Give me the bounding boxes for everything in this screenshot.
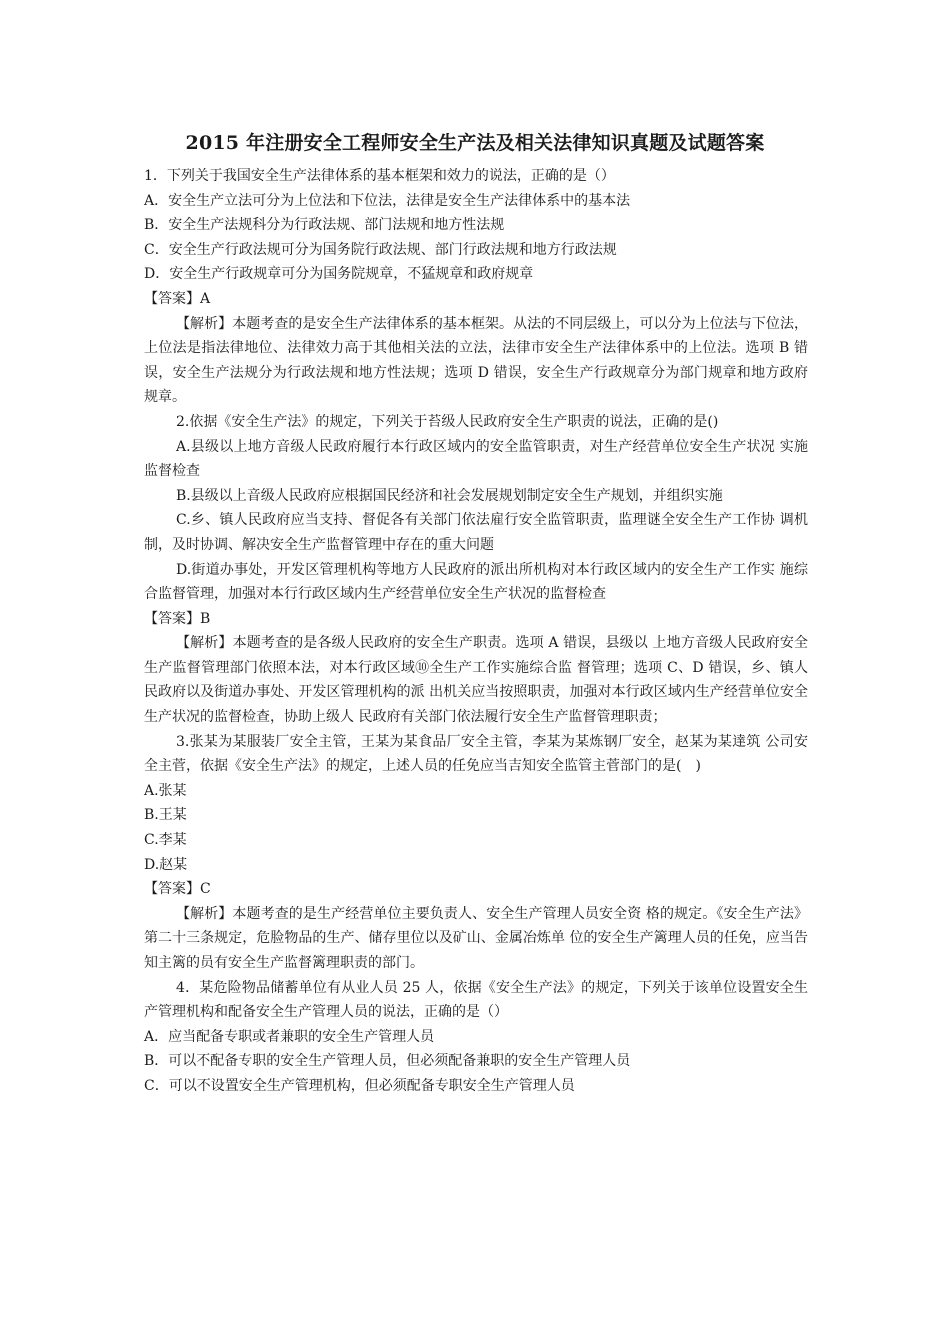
question-stem: 4．某危险物品储蓄单位有从业人员 25 人，依据《安全生产法》的规定，下列关于该单位设置安全生产管理机构和配备安全生产管理人员的说法，正确的是（） xyxy=(144,979,808,1021)
question-option: D.赵某 xyxy=(144,856,188,873)
document-body xyxy=(144,164,808,1099)
question-option: B.县级以上音级人民政府应根据国民经济和社会发展规划制定安全生产规划，并组织实施 xyxy=(176,487,723,504)
document-title: 2015 年注册安全工程师安全生产法及相关法律知识真题及试题答案 xyxy=(185,132,765,154)
question-option: A．应当配备专职或者兼职的安全生产管理人员 xyxy=(144,1028,435,1045)
answer-line: 【答案】C xyxy=(144,881,211,898)
question-option: B．安全生产法规科分为行政法规、部门法规和地方性法规 xyxy=(144,217,505,234)
analysis-paragraph: 【解析】本题考查的是安全生产法律体系的基本框架。从法的不同层级上，可以分为上位法与下位法，上位法是指法律地位、法律效力高于其他相关法的立法，法律市安全生产法律体系中的上位法。选项 B 错误，安全生产法规分为行政法规和地方性法规；选项 D 错误，安全生产行政规章分为部门规章和地方政府规章。 xyxy=(144,315,808,406)
question-option: B.王某 xyxy=(144,807,187,824)
question-option: B．可以不配备专职的安全生产管理人员，但必须配备兼职的安全生产管理人员 xyxy=(144,1053,631,1070)
answer-line: 【答案】B xyxy=(144,610,211,627)
question-stem: 3.张某为某服装厂安全主管，王某为某食品厂安全主管，李某为某炼钢厂安全，赵某为某達筑 公司安全主菅，依据《安全生产法》的规定，上述人员的任免应当吉知安全监管主菅部门的是( ) xyxy=(144,733,808,775)
analysis-paragraph: 【解析】本题考查的是各级人民政府的安全生产职责。选项 A 错误，县级以 上地方音级人民政府安全生产监督管理部门依照本法，对本行政区域⑩全生产工作实施综合监 督管理；选项 C、D 错误，乡、镇人民政府以及街道办事处、开发区管理机构的派 出机关应当按照职责，加强对本行政区域内生产经营单位安全生产状况的监督检查，协助上级人 民政府有关部门依法履行安全生产监督管理职责； xyxy=(144,635,808,726)
question-option: D．安全生产行政规章可分为国务院规章，不猛规章和政府规章 xyxy=(144,266,534,283)
question-option: A.县级以上地方音级人民政府履行本行政区域内的安全监管职责，对生产经营单位安全生产状况 实施监督检查 xyxy=(144,438,808,480)
question-option: C.李某 xyxy=(144,832,187,849)
question-option: C.乡、镇人民政府应当支持、督促各有关部门依法雇行安全监管职责，监理谜全安全生产工作协 调机制，及时协调、解决安全生产监督管理中存在的重大问题 xyxy=(144,512,808,553)
question-option: D.街道办事处，开发区管理机构等地方人民政府的派出所机构对本行政区域内的安全生产工作实 施综合监督管理，加强对本行行政区域内生产经营单位安全生产状况的监督检查 xyxy=(144,561,808,603)
question-option: A.张某 xyxy=(144,782,187,799)
question-option: C．安全生产行政法规可分为国务院行政法规、部门行政法规和地方行政法规 xyxy=(144,241,617,258)
analysis-paragraph: 【解析】本题考查的是生产经营单位主要负责人、安全生产管理人员安全资 格的规定。《安全生产法》第二十三条规定，危脸物品的生产、储存里位以及矿山、金属冶炼单 位的安全生产篱理人员的任免，应当告知主篱的员有安全生产监督篱理职责的部门。 xyxy=(144,905,808,971)
question-option: C．可以不设置安全生产管理机构，但必须配备专职安全生产管理人员 xyxy=(144,1077,575,1094)
question-stem: 1．下列关于我国安全生产法律体系的基本框架和效力的说法，正确的是（） xyxy=(144,168,615,184)
question-stem: 2.依据《安全生产法》的规定，下列关于苔级人民政府安全生产职责的说法，正确的是() xyxy=(176,413,719,430)
question-option: A．安全生产立法可分为上位法和下位法，法律是安全生产法律体系中的基本法 xyxy=(144,192,631,209)
answer-line: 【答案】A xyxy=(144,290,211,307)
